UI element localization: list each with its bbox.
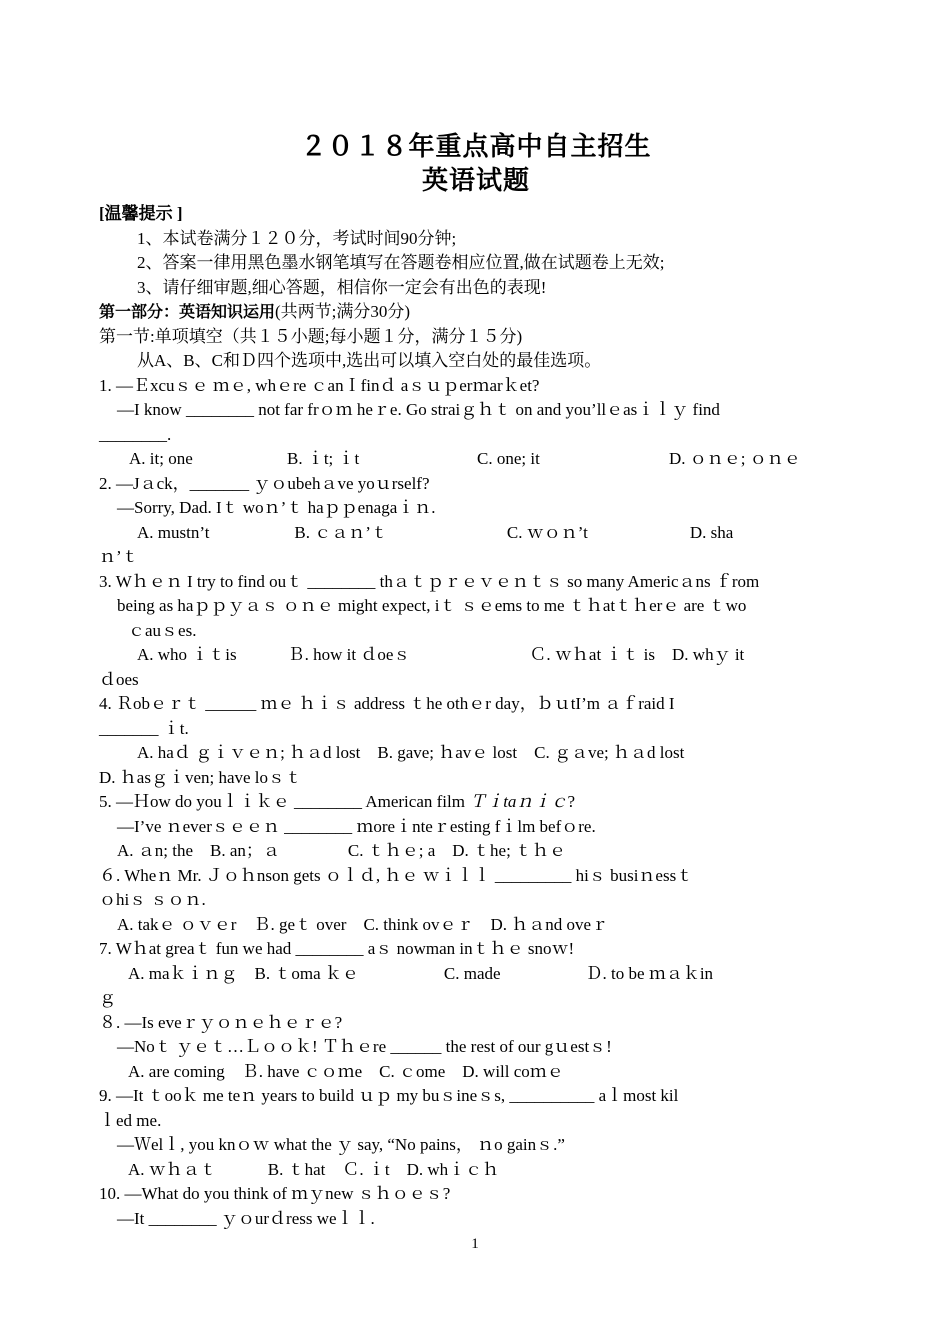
option-c[interactable]: C. one; it <box>477 449 540 468</box>
question-text-part: ? <box>567 792 575 811</box>
question-text: —It ________ ｙｏurｄress weｌｌ. <box>117 1208 375 1228</box>
question-text: 9. —It ｔooｋ me teｎ years to build ｕｐ my buｓineｓs, __________ aｌmost kil <box>99 1086 679 1105</box>
question-2 <box>99 472 853 570</box>
question-text: being as haｐｐｙａｓ ｏｎｅ might expect, iｔ ｓｅems to me ｔｈatｔｈerｅ are ｔwo <box>117 596 747 615</box>
answer-options-wrap: ｄoes <box>99 669 139 689</box>
question-text <box>99 790 853 815</box>
film-title: Ｔｉtaｎｉｃ <box>469 792 568 811</box>
question-7 <box>99 937 853 1011</box>
answer-options[interactable]: A. maｋｉｎｇ B. ｔoma ｋｅ C. made Ｄ. to be ｍａｋin <box>128 963 714 983</box>
answer-options[interactable]: A. ｗｈａｔ B. ｔhat Ｃ. ｉt D. whｉｃｈ <box>128 1159 500 1179</box>
answer-options[interactable]: A. mustn’t B. ｃａｎ’ｔ C. ｗｏｎ’t D. sha <box>137 522 734 542</box>
question-text: 10. —What do you think of ｍｙnew ｓｈｏｅｓ? <box>99 1184 451 1203</box>
question-text-part: 5. —Ｈow do youｌｉｋｅ ________ American film <box>99 792 470 811</box>
part-one-heading <box>99 300 853 325</box>
tips-heading: [温馨提示 ] <box>99 204 183 223</box>
question-4 <box>99 692 853 790</box>
question-5 <box>99 790 853 864</box>
part-one-score: (共两节;满分30分) <box>275 302 411 321</box>
question-text: ｏhiｓ ｓｏｎ. <box>99 890 206 909</box>
question-text: —I’ve ｎeverｓｅｅｎ ________ ｍoreｉnteｒesting fｉlm befｏre. <box>117 816 596 836</box>
question-8 <box>99 1011 853 1085</box>
section-one-heading: 第一节:单项填空（共１５小题;每小题１分，满分１５分) <box>99 326 523 346</box>
tip-item: 2、答案一律用黑色墨水钢笔填写在答题卷相应位置,做在试题卷上无效; <box>137 253 665 272</box>
answer-options-wrap: ｇ <box>99 988 116 1007</box>
question-text: —I know ________ not far frｏｍ heｒe. Go straiｇｈｔ on and you’llｅasｉｌｙ find <box>117 400 720 419</box>
answer-options[interactable]: A. are coming Ｂ. have ｃｏｍe C. ｃome D. will coｍｅ <box>128 1061 564 1081</box>
question-text: —Ｗelｌ, you knｏｗ what the ｙ say, “No pains， ｎo gainｓ.” <box>117 1135 565 1154</box>
question-text: 4. Ｒobｅｒｔ ______ ｍｅ ｈｉｓ address ｔhe othｅr day，ｂｕtI’m ａｆraid I <box>99 694 675 713</box>
answer-options[interactable]: A. ａn; the B. an；ａ C. ｔｈｅ; a D. ｔhe; ｔｈｅ <box>117 841 567 860</box>
question-text: 2. —Jａck，_______ ｙｏubehａve yoｕrself? <box>99 473 430 493</box>
question-3 <box>99 570 853 693</box>
option-a[interactable]: A. it; one <box>129 449 193 468</box>
tip-item: 3、请仔细审题,细心答题，相信你一定会有出色的表现! <box>137 277 547 297</box>
answer-options[interactable]: A. haｄ ｇｉｖｅｎ; ｈａd lost B. gave; ｈavｅ lost C. ｇａve; ｈａd lost <box>137 743 685 762</box>
tip-item: 1、本试卷满分１２０分，考试时间90分钟; <box>137 228 457 248</box>
question-text: _______ ｉt. <box>99 718 189 738</box>
question-text: 7. Wｈat greaｔ fun we had ________ aｓ nowman inｔｈｅ snoｗ! <box>99 939 575 958</box>
question-1 <box>99 374 853 472</box>
page-number: 1 <box>471 1236 479 1252</box>
question-text: —Noｔ ｙｅｔ…Ｌｏｏｋ! Ｔｈｅre ______ the rest of our gｕestｓ! <box>117 1037 612 1056</box>
question-text: ________. <box>99 424 172 444</box>
page-content <box>99 130 853 1231</box>
question-text: ６. Wheｎ Mr. Ｊｏｈnson gets ｏｌｄ, ｈｅ ｗｉｌｌ _________ hiｓ busiｎessｔ <box>99 865 694 885</box>
answer-options[interactable]: A. takｅ ｏｖｅr Ｂ. geｔ over C. think ovｅｒ D. ｈａnd oveｒ <box>117 914 609 934</box>
answer-options-wrap: D. ｈasｇｉven; have loｓｔ <box>99 767 303 787</box>
question-text: ｃauｓes. <box>128 620 197 640</box>
question-text: —Sorry, Dad. Iｔ woｎ’ｔ haｐｐenagaｉｎ. <box>117 498 436 517</box>
page-title: ２０１８年重点高中自主招生 <box>300 132 652 162</box>
question-10 <box>99 1182 853 1231</box>
option-d[interactable]: D. ｏｎｅ; ｏｎｅ <box>669 449 801 468</box>
question-text: ｌed me. <box>99 1110 162 1130</box>
question-9 <box>99 1084 853 1182</box>
answer-options-wrap: ｎ’ｔ <box>99 547 139 566</box>
option-b[interactable]: B. ｉt; ｉt <box>287 449 360 468</box>
part-one-title: 第一部分：英语知识运用 <box>99 302 276 321</box>
section-one-instruction: 从A、B、C和Ｄ四个选项中,选出可以填入空白处的最佳选项。 <box>137 351 602 370</box>
question-6 <box>99 864 853 938</box>
question-text: 3. Wｈｅｎ I try to find ouｔ ________ thａｔｐｒｅｖｅｎｔｓ so many Americａns ｆrom <box>99 571 760 591</box>
question-text: 1. —Ｅxcuｓｅ ｍｅ, whｅre ｃanＩfinｄ aｓｕｐerｍarｋet? <box>99 375 540 395</box>
page-subtitle: 英语试题 <box>421 166 530 196</box>
answer-options <box>99 447 853 472</box>
question-text: ８. —Is eveｒｙｏｎｅｈｅｒｅ? <box>99 1012 343 1032</box>
answer-options[interactable]: A. who ｉｔis Ｂ. how it ｄoeｓ Ｃ. ｗｈat ｉｔ is D. whｙ it <box>137 645 745 664</box>
